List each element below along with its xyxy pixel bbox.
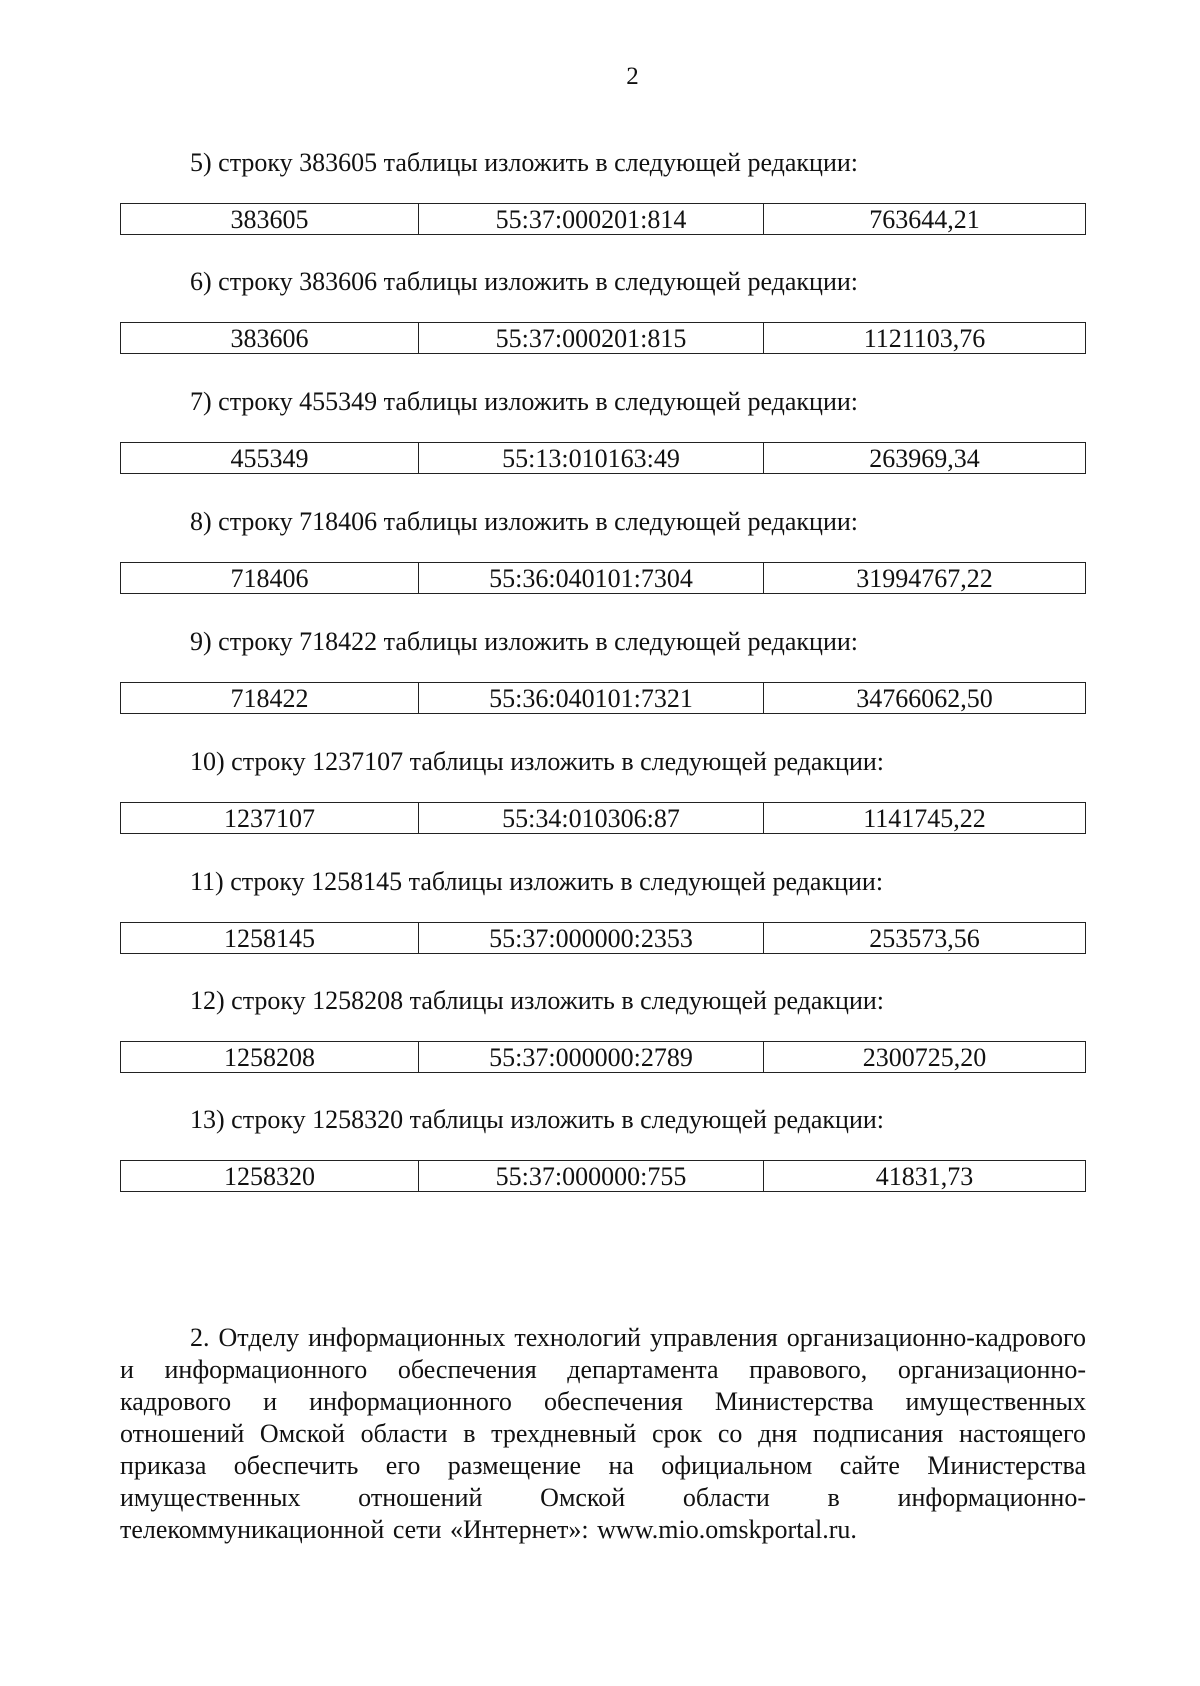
cadastral-value-cell: 263969,34 xyxy=(869,444,980,473)
cadastral-number-cell: 55:37:000201:815 xyxy=(419,323,764,353)
amendment-instruction: 12) строку 1258208 таблицы изложить в следующей редакции: xyxy=(190,986,885,1015)
row-number-cell: 1258145 xyxy=(121,923,419,953)
cadastral-value-cell: 31994767,22 xyxy=(856,564,993,593)
amendment-instruction: 8) строку 718406 таблицы изложить в следующей редакции: xyxy=(190,507,859,536)
table-row xyxy=(120,442,1086,474)
table-row xyxy=(120,922,1086,954)
table-row xyxy=(120,1041,1086,1073)
table-row xyxy=(120,562,1086,594)
page-number: 2 xyxy=(626,63,639,90)
table-row xyxy=(120,1160,1086,1192)
table-row xyxy=(120,802,1086,834)
amendment-instruction: 13) строку 1258320 таблицы изложить в следующей редакции: xyxy=(190,1105,885,1134)
table-row xyxy=(120,682,1086,714)
amendment-instruction: 11) строку 1258145 таблицы изложить в следующей редакции: xyxy=(190,867,884,896)
cadastral-value-cell: 763644,21 xyxy=(869,205,980,234)
amendment-item xyxy=(120,1104,1086,1234)
amendment-item xyxy=(120,266,1086,396)
row-number-cell: 455349 xyxy=(121,443,419,473)
cadastral-number-cell: 55:37:000000:2789 xyxy=(419,1042,764,1072)
table-row xyxy=(120,322,1086,354)
cadastral-value-cell: 253573,56 xyxy=(869,924,980,953)
amendment-instruction: 10) строку 1237107 таблицы изложить в следующей редакции: xyxy=(190,747,885,776)
cadastral-number-cell: 55:36:040101:7321 xyxy=(419,683,764,713)
amendment-item xyxy=(120,866,1086,996)
cadastral-number-cell: 55:13:010163:49 xyxy=(419,443,764,473)
amendment-instruction: 9) строку 718422 таблицы изложить в следующей редакции: xyxy=(190,627,859,656)
amendment-item xyxy=(120,746,1086,876)
cadastral-value-cell: 41831,73 xyxy=(875,1162,974,1191)
row-number-cell: 1258320 xyxy=(121,1161,419,1191)
amendment-item xyxy=(120,626,1086,756)
cadastral-value-cell: 2300725,20 xyxy=(862,1043,987,1072)
amendment-item xyxy=(120,147,1086,277)
cadastral-number-cell: 55:37:000000:755 xyxy=(419,1161,764,1191)
cadastral-number-cell: 55:37:000000:2353 xyxy=(419,923,764,953)
amendment-instruction: 6) строку 383606 таблицы изложить в следующей редакции: xyxy=(190,267,859,296)
cadastral-value-cell: 1121103,76 xyxy=(863,324,986,353)
cadastral-number-cell: 55:34:010306:87 xyxy=(419,803,764,833)
row-number-cell: 383605 xyxy=(121,204,419,234)
paragraph-2: 2. Отделу информационных технологий управления организационно-кадрового и информационного обеспечения департамента правового, организационно-кадрового и информационного обеспечения Министерства имущественных отношений Омской области в трехдневный срок со дня подписания настоящего приказа обеспечить его размещение на официальном сайте Министерства имущественных отношений Омской области в информационно-телекоммуникационной сети «Интернет»: www.mio.omskportal.ru. xyxy=(120,1323,1086,1544)
amendment-instruction: 7) строку 455349 таблицы изложить в следующей редакции: xyxy=(190,387,859,416)
row-number-cell: 1258208 xyxy=(121,1042,419,1072)
row-number-cell: 1237107 xyxy=(121,803,419,833)
row-number-cell: 383606 xyxy=(121,323,419,353)
row-number-cell: 718406 xyxy=(121,563,419,593)
row-number-cell: 718422 xyxy=(121,683,419,713)
cadastral-number-cell: 55:37:000201:814 xyxy=(419,204,764,234)
amendment-item xyxy=(120,386,1086,516)
cadastral-number-cell: 55:36:040101:7304 xyxy=(419,563,764,593)
amendment-instruction: 5) строку 383605 таблицы изложить в следующей редакции: xyxy=(190,148,859,177)
cadastral-value-cell: 34766062,50 xyxy=(856,684,993,713)
amendment-item xyxy=(120,985,1086,1115)
table-row xyxy=(120,203,1086,235)
cadastral-value-cell: 1141745,22 xyxy=(863,804,986,833)
amendment-item xyxy=(120,506,1086,636)
